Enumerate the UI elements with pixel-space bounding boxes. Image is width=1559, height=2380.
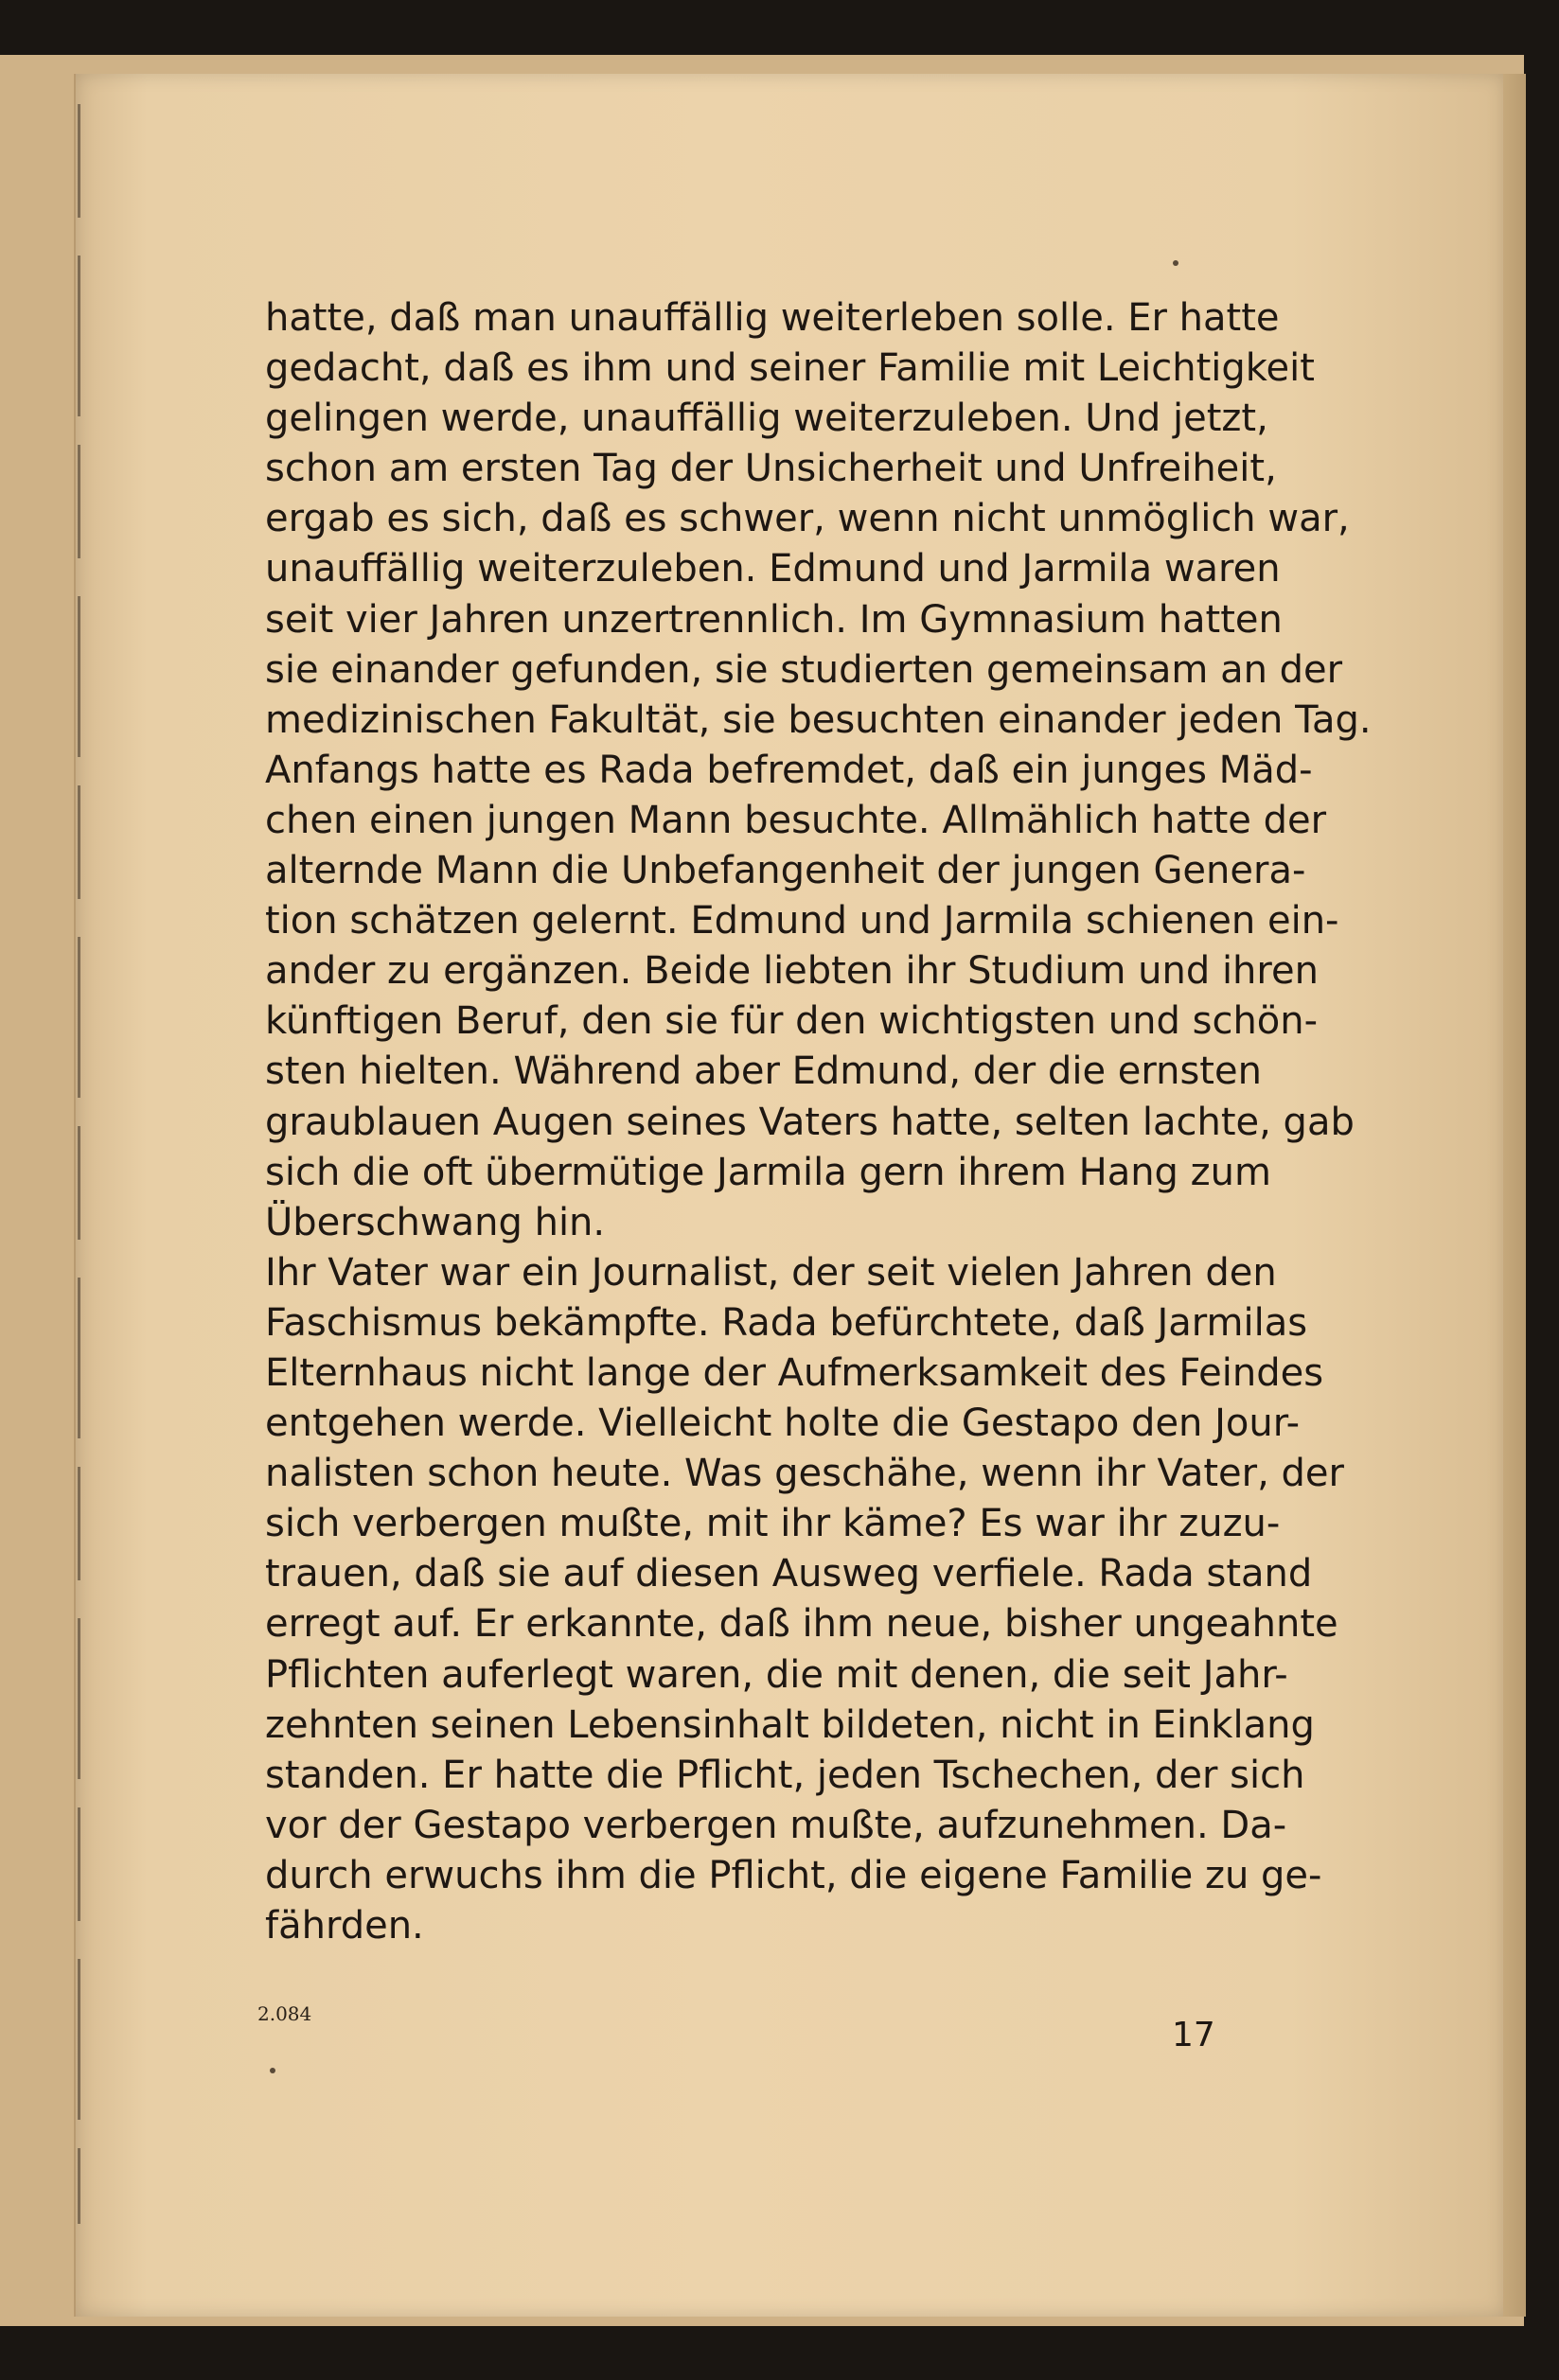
text-line: entgehen werde. Vielleicht holte die Gestapo den Jour- (265, 1402, 1301, 1446)
text-line: unauffällig weiterzuleben. Edmund und Jarmila waren (265, 547, 1281, 591)
text-line: alternde Mann die Unbefangenheit der jungen Genera- (265, 849, 1306, 893)
text-line: nalisten schon heute. Was geschähe, wenn ihr Vater, der (265, 1452, 1344, 1496)
text-line: zehnten seinen Lebensinhalt bildeten, nicht in Einklang (265, 1702, 1315, 1747)
text-line: fährden. (265, 1904, 424, 1948)
text-line: trauen, daß sie auf diesen Ausweg verfiele. Rada stand (265, 1552, 1313, 1596)
text-line: gelingen werde, unauffällig weiterzuleben. Und jetzt, (265, 397, 1268, 441)
signature-mark: 2.084 (257, 2002, 312, 2025)
text-line: durch erwuchs ihm die Pflicht, die eigene Familie zu ge- (265, 1853, 1322, 1897)
text-line: sie einander gefunden, sie studierten gemeinsam an der (265, 647, 1343, 692)
ink-speck (1173, 260, 1178, 266)
text-line: erregt auf. Er erkannte, daß ihm neue, bisher ungeahnte (265, 1602, 1338, 1647)
text-line: vor der Gestapo verbergen mußte, aufzunehmen. Da- (265, 1803, 1287, 1847)
text-line: gedacht, daß es ihm und seiner Familie mit Leichtigkeit (265, 346, 1315, 391)
text-line: seit vier Jahren unzertrennlich. Im Gymnasium hatten (265, 597, 1283, 642)
page-edge (1503, 74, 1526, 2317)
text-line: sich die oft übermütige Jarmila gern ihrem Hang zum (265, 1150, 1271, 1194)
text-line: Faschismus bekämpfte. Rada befürchtete, daß Jarmilas (265, 1300, 1308, 1345)
text-line: ergab es sich, daß es schwer, wenn nicht unmöglich war, (265, 497, 1350, 541)
text-line: medizinischen Fakultät, sie besuchten einander jeden Tag. (265, 697, 1372, 742)
text-line: künftigen Beruf, den sie für den wichtigsten und schön- (265, 999, 1319, 1044)
text-line: Anfangs hatte es Rada befremdet, daß ein junges Mäd- (265, 748, 1313, 792)
body-text (265, 293, 1372, 1951)
text-line: standen. Er hatte die Pflicht, jeden Tschechen, der sich (265, 1753, 1305, 1797)
text-line: tion schätzen gelernt. Edmund und Jarmila schienen ein- (265, 899, 1339, 943)
ink-speck (270, 2068, 275, 2073)
text-line: ander zu ergänzen. Beide liebten ihr Studium und ihren (265, 949, 1319, 994)
text-line: Überschwang hin. (265, 1200, 606, 1244)
text-line: schon am ersten Tag der Unsicherheit und Unfreiheit, (265, 447, 1277, 491)
page-number: 17 (1172, 2016, 1215, 2054)
text-line: Pflichten auferlegt waren, die mit denen, die seit Jahr- (265, 1652, 1288, 1697)
text-line: Elternhaus nicht lange der Aufmerksamkeit des Feindes (265, 1350, 1324, 1395)
text-line: Ihr Vater war ein Journalist, der seit vielen Jahren den (265, 1250, 1277, 1295)
text-line: graublauen Augen seines Vaters hatte, selten lachte, gab (265, 1100, 1355, 1144)
text-line: sten hielten. Während aber Edmund, der die ernsten (265, 1049, 1262, 1094)
text-line: chen einen jungen Mann besuchte. Allmählich hatte der (265, 798, 1327, 842)
text-line: hatte, daß man unauffällig weiterleben solle. Er hatte (265, 296, 1280, 340)
binding-hinge (78, 104, 80, 2224)
text-line: sich verbergen mußte, mit ihr käme? Es war ihr zuzu- (265, 1502, 1281, 1546)
